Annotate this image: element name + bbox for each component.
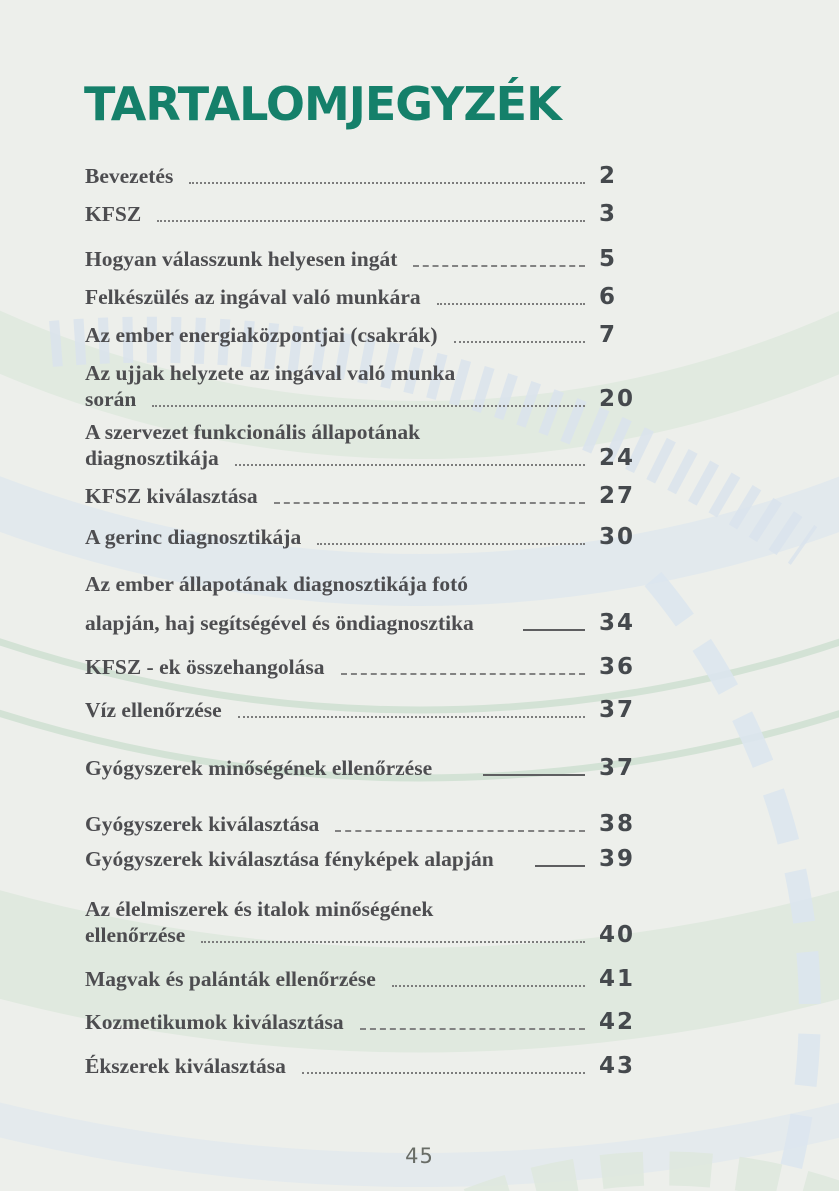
toc-entry-label-line2: alapján, haj segítségével és öndiagnosztika [85, 611, 474, 635]
toc-entry-page: 24 [599, 445, 636, 471]
toc-entry-label-line2: ellenőrzése [85, 923, 186, 947]
toc-entry-label: A gerinc diagnosztikája [85, 525, 302, 549]
toc-entry-label: Víz ellenőrzése [85, 698, 222, 722]
toc-entry-label: Ékszerek kiválasztása [85, 1054, 286, 1078]
toc-entry [85, 896, 643, 948]
toc-entry-page: 2 [599, 163, 618, 189]
dotted-leader [152, 405, 585, 407]
dotted-leader [235, 464, 585, 466]
toc-entry [85, 483, 643, 509]
toc-entry [85, 524, 643, 550]
toc-entry-label: Az ember állapotának diagnosztikája fotó [85, 572, 469, 596]
toc-entry-label-line2: során [85, 387, 137, 411]
toc-entry [85, 201, 643, 227]
toc-entry [85, 1053, 643, 1079]
dotted-leader [392, 985, 585, 987]
toc-entry-label: Felkészülés az ingával való munkára [85, 285, 421, 309]
toc-entry [85, 419, 643, 471]
toc-entry-label: Az élelmiszerek és italok minőségének [85, 897, 434, 921]
toc-entry-label: Hogyan válasszunk helyesen ingát [85, 247, 398, 271]
dotted-leader [157, 220, 585, 222]
toc-entry-page: 3 [599, 201, 618, 227]
toc-entry [85, 284, 643, 310]
toc-entry-label: KFSZ - ek összehangolása [85, 655, 325, 679]
dotted-leader [437, 303, 585, 305]
dotted-leader [238, 716, 585, 718]
toc-entry-page: 42 [599, 1009, 636, 1035]
dashed-brick-arc [653, 579, 810, 1191]
toc-entry-label: Az ember energiaközpontjai (csakrák) [85, 323, 438, 347]
toc-entry-label: Gyógyszerek kiválasztása [85, 812, 320, 836]
toc-entry-page: 37 [599, 697, 636, 723]
toc-entry [85, 846, 643, 872]
toc-entry [85, 654, 643, 680]
toc-entry-page: 39 [599, 846, 636, 872]
toc-entry [85, 697, 643, 723]
toc-entry-page: 41 [599, 966, 636, 992]
toc-entry-page: 36 [599, 654, 636, 680]
toc-entry-page: 20 [599, 386, 636, 412]
page-title: TARTALOMJEGYZÉK [84, 77, 561, 131]
dotted-leader [201, 941, 585, 943]
toc-list [85, 163, 643, 1079]
dashed-leader [274, 502, 585, 504]
dashed-leader [360, 1028, 585, 1030]
solid-leader [523, 629, 585, 631]
toc-entry-label: Bevezetés [85, 164, 174, 188]
folio-page-number: 45 [405, 1144, 434, 1168]
toc-entry [85, 966, 643, 992]
solid-leader [483, 774, 585, 776]
bottom-green-dashes [470, 1168, 838, 1191]
toc-entry [85, 811, 643, 837]
toc-entry-page: 5 [599, 246, 618, 272]
toc-entry-label: Magvak és palánták ellenőrzése [85, 967, 376, 991]
toc-entry-page: 43 [599, 1053, 636, 1079]
toc-entry [85, 1009, 643, 1035]
toc-entry-label: Gyógyszerek minőségének ellenőrzése [85, 756, 433, 780]
toc-entry-page: 34 [599, 610, 636, 636]
toc-entry [85, 163, 643, 189]
toc-entry-page: 38 [599, 811, 636, 837]
toc-entry-label: KFSZ kiválasztása [85, 484, 258, 508]
toc-entry [85, 571, 643, 636]
toc-entry-page: 27 [599, 483, 636, 509]
toc-entry [85, 246, 643, 272]
dotted-leader [302, 1072, 585, 1074]
dotted-leader [454, 341, 585, 343]
solid-leader [535, 865, 585, 867]
toc-entry-label: Az ujjak helyzete az ingával való munka [85, 361, 456, 385]
toc-entry-page: 6 [599, 284, 618, 310]
toc-entry [85, 322, 643, 348]
toc-entry-label: A szervezet funkcionális állapotának [85, 420, 421, 444]
dashed-leader [341, 673, 585, 675]
toc-entry-label: Kozmetikumok kiválasztása [85, 1010, 344, 1034]
toc-entry-label: KFSZ [85, 202, 142, 226]
toc-entry-label: Gyógyszerek kiválasztása fényképek alapján [85, 847, 494, 871]
dashed-leader [335, 830, 585, 832]
dotted-leader [189, 182, 585, 184]
toc-entry-page: 7 [599, 322, 618, 348]
toc-entry-page: 40 [599, 922, 636, 948]
toc-entry [85, 755, 643, 781]
dashed-leader [413, 265, 585, 267]
toc-entry-page: 30 [599, 524, 636, 550]
toc-entry-page: 37 [599, 755, 636, 781]
toc-entry-label-line2: diagnosztikája [85, 446, 219, 470]
dotted-leader [317, 543, 585, 545]
toc-entry [85, 360, 643, 412]
